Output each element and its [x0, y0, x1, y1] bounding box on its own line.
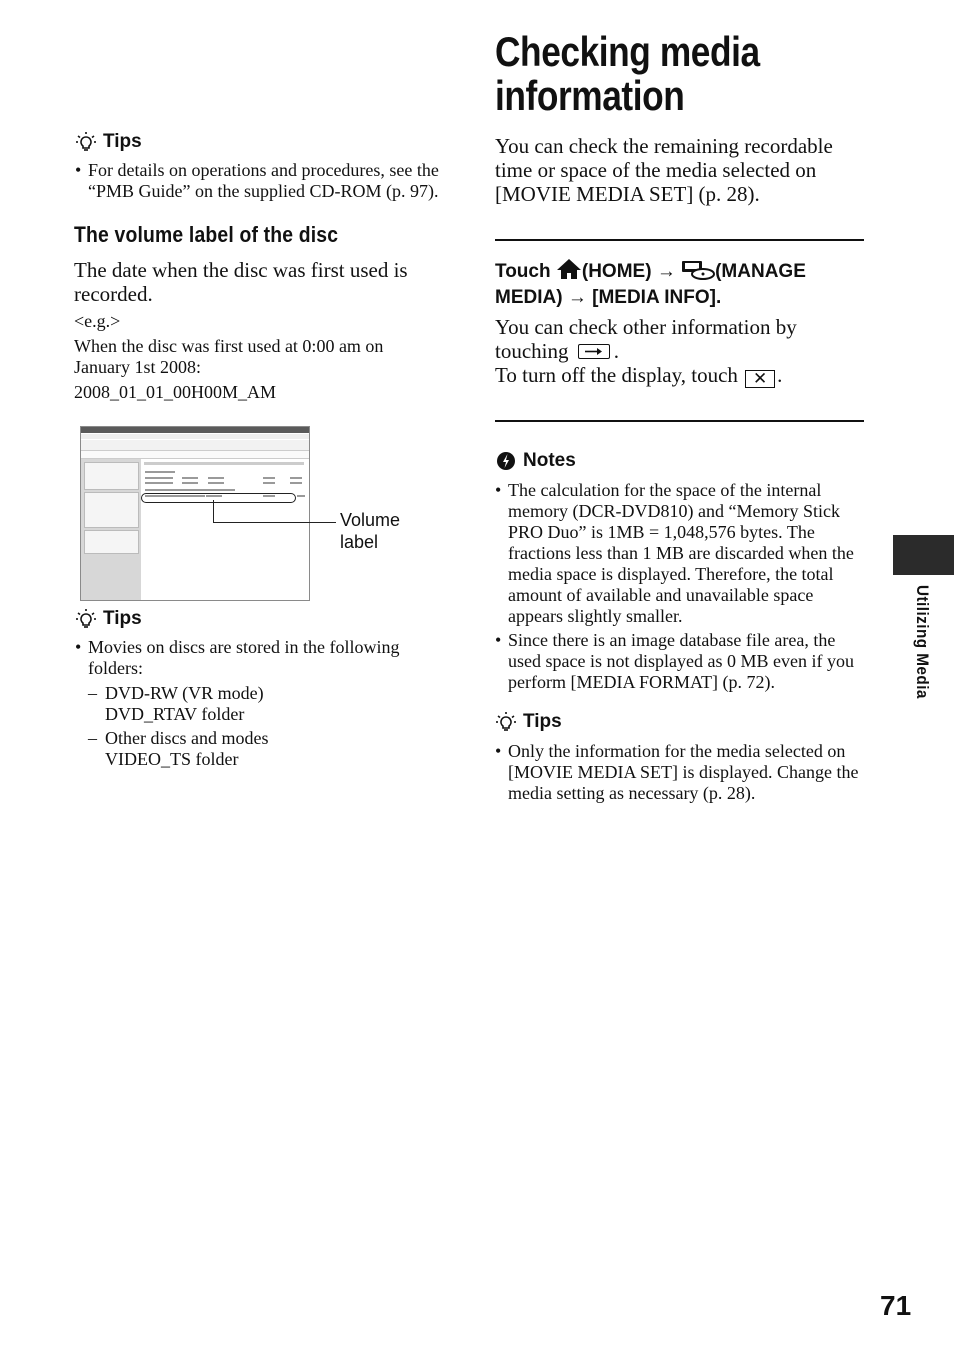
notes-label: Notes [523, 450, 576, 471]
tips-label: Tips [103, 131, 142, 152]
tips-heading [495, 711, 865, 733]
sidebar-panel [84, 462, 139, 490]
next-arrow-icon [584, 347, 604, 356]
section-description: The date when the disc was first used is recorded. [74, 258, 408, 306]
next-button-glyph [578, 344, 610, 359]
callout-line [213, 500, 336, 523]
tips-section-2 [75, 608, 455, 770]
step-instruction: Touch (HOME) → (MANAGE MEDIA) → [MEDIA INFO]. [495, 258, 865, 311]
home-icon [556, 258, 582, 280]
sidebar-panel [84, 492, 139, 528]
manage-media-icon [681, 258, 715, 280]
window-sidebar [81, 459, 141, 600]
window-titlebar [81, 427, 309, 433]
tips-heading [75, 131, 455, 153]
section-heading: The volume label of the disc [74, 222, 339, 247]
window-menubar [81, 434, 309, 439]
callout-label: Volume label [340, 510, 401, 552]
tips-list [495, 741, 865, 804]
window-addressbar [81, 451, 309, 459]
tips-list [75, 637, 455, 770]
page-title: Checking media information [495, 28, 760, 119]
notes-section [495, 450, 865, 696]
lightbulb-icon [75, 131, 97, 153]
lightbulb-icon [495, 711, 517, 733]
intro-paragraph: You can check the remaining recordable time or space of the media selected on [MOVIE MEDIA SET] (p. 28). [495, 134, 833, 206]
example-tag: <e.g.> [74, 311, 121, 331]
tips-section-1 [75, 131, 455, 202]
list-item: • Since there is an image database file area, the used space is not displayed as 0 MB even if you perform [MEDIA FORMAT] (p. 72). [495, 630, 865, 693]
list-item: • For details on operations and procedures, see the “PMB Guide” on the supplied CD-ROM (p. 97). [75, 160, 455, 202]
chapter-tab [893, 535, 954, 575]
tips-section-3 [495, 711, 865, 804]
tips-label: Tips [523, 711, 562, 732]
list-item: • Movies on discs are stored in the following folders: – DVD-RW (VR mode) DVD_RTAV folder – Other discs and modes VIDEO_TS folder [75, 637, 455, 770]
page-number: 71 [880, 1290, 912, 1321]
notes-list [495, 480, 865, 693]
tips-heading [75, 608, 455, 630]
divider [495, 239, 864, 241]
tips-list [75, 160, 455, 202]
window-file-list [142, 459, 309, 600]
step-details: You can check other information by touching . To turn off the display, touch ✕ . [495, 315, 797, 388]
folder-item: – Other discs and modes VIDEO_TS folder [88, 728, 455, 770]
chapter-label: Utilizing Media [913, 585, 932, 699]
example-text: When the disc was first used at 0:00 am on January 1st 2008: [74, 336, 384, 377]
list-item: • The calculation for the space of the internal memory (DCR-DVD810) and “Memory Stick PRO Duo” is 1MB = 1,048,576 bytes. The fractions less than 1 MB are discarded when the media space is displayed. Therefore, the total amount of available and unavailable space appears slightly smaller. [495, 480, 865, 627]
lightbulb-icon [75, 608, 97, 630]
list-item: • Only the information for the media selected on [MOVIE MEDIA SET] is displayed. Change the media setting as necessary (p. 28). [495, 741, 865, 804]
sidebar-panel [84, 530, 139, 554]
notes-heading [495, 450, 865, 472]
tips-label: Tips [103, 608, 142, 629]
folder-item: – DVD-RW (VR mode) DVD_RTAV folder [88, 683, 455, 725]
example-value: 2008_01_01_00H00M_AM [74, 382, 277, 402]
notes-icon [495, 450, 517, 472]
close-icon: ✕ [745, 370, 775, 388]
window-toolbar [81, 440, 309, 451]
divider [495, 420, 864, 422]
